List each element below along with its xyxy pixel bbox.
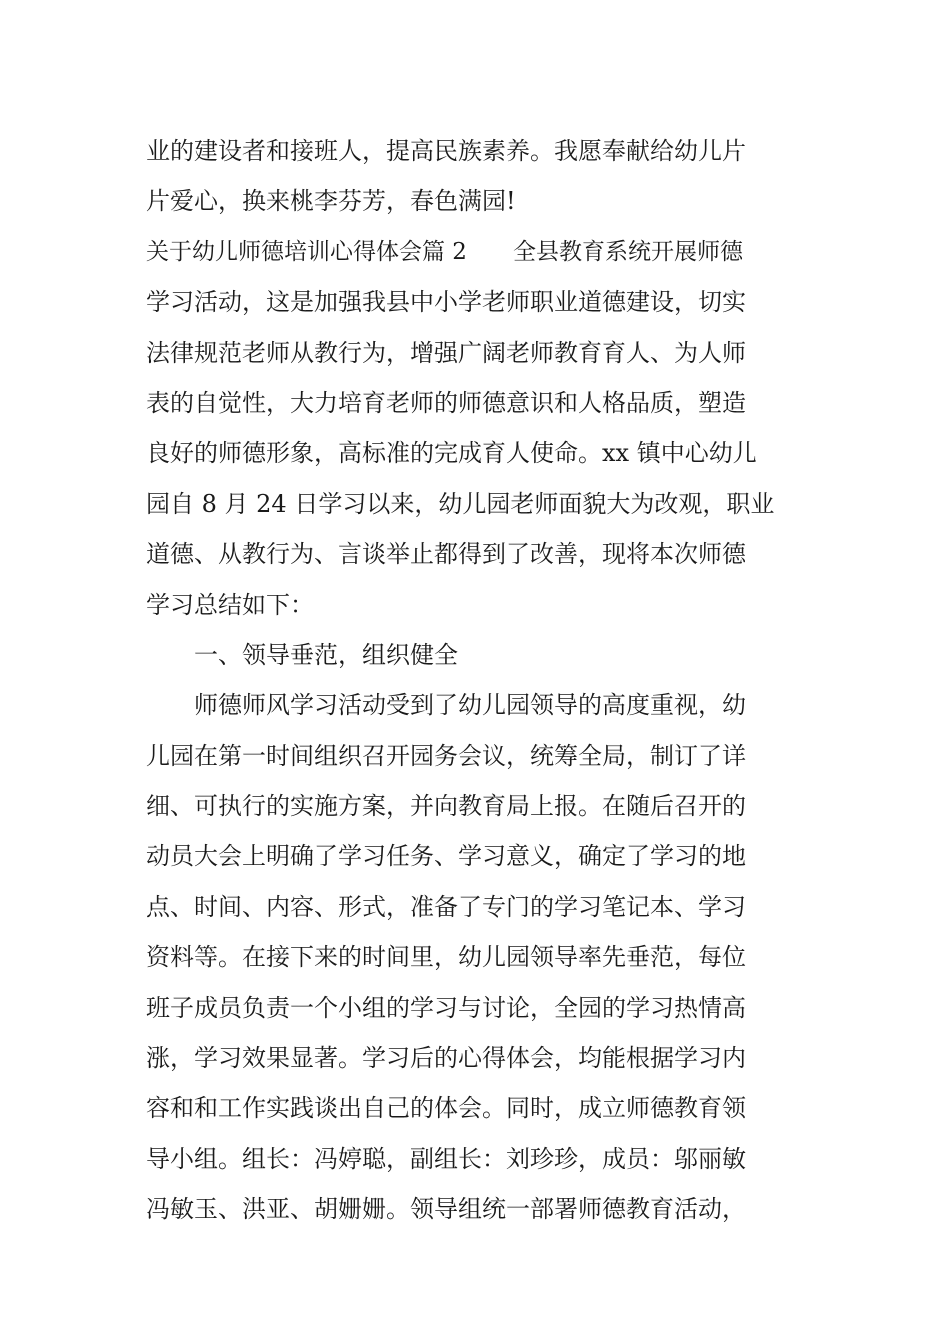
text-line: 涨，学习效果显著。学习后的心得体会，均能根据学习内 [146,1044,746,1073]
document-body [146,126,811,1235]
text-line: 良好的师德形象，高标准的完成育人使命。xx 镇中心幼儿 [146,439,757,468]
text-line: 园自 8 月 24 日学习以来，幼儿园老师面貌大为改观，职业 [146,489,775,518]
subheading-line: 一、领导垂范，组织健全 [194,640,458,669]
section-title-line: 关于幼儿师德培训心得体会篇 2 全县教育系统开展师德 [146,238,743,265]
text-line: 学习总结如下： [146,590,314,619]
text-line: 动员大会上明确了学习任务、学习意义，确定了学习的地 [146,842,746,871]
text-line: 资料等。在接下来的时间里，幼儿园领导率先垂范，每位 [146,943,746,972]
text-line: 学习活动，这是加强我县中小学老师职业道德建设，切实 [146,288,746,317]
paragraph-start-line: 师德师风学习活动受到了幼儿园领导的高度重视，幼 [194,691,746,720]
text-line: 道德、从教行为、言谈举止都得到了改善，现将本次师德 [146,540,746,569]
text-line: 法律规范老师从教行为，增强广阔老师教育育人、为人师 [146,338,746,367]
text-line: 儿园在第一时间组织召开园务会议，统筹全局，制订了详 [146,741,746,770]
text-line: 容和和工作实践谈出自己的体会。同时，成立师德教育领 [146,1094,746,1123]
text-line: 业的建设者和接班人，提高民族素养。我愿奉献给幼儿片 [146,137,746,165]
text-line: 导小组。组长：冯婷聪，副组长：刘珍珍，成员：邬丽敏 [146,1144,746,1173]
text-line: 片爱心，换来桃李芬芳，春色满园! [146,187,516,216]
text-line: 表的自觉性，大力培育老师的师德意识和人格品质，塑造 [146,388,746,417]
text-line: 冯敏玉、洪亚、胡姗姗。领导组统一部署师德教育活动， [146,1195,746,1224]
text-line: 班子成员负责一个小组的学习与讨论，全园的学习热情高 [146,993,746,1022]
text-line: 细、可执行的实施方案，并向教育局上报。在随后召开的 [146,792,746,821]
text-line: 点、时间、内容、形式，准备了专门的学习笔记本、学习 [146,892,746,921]
